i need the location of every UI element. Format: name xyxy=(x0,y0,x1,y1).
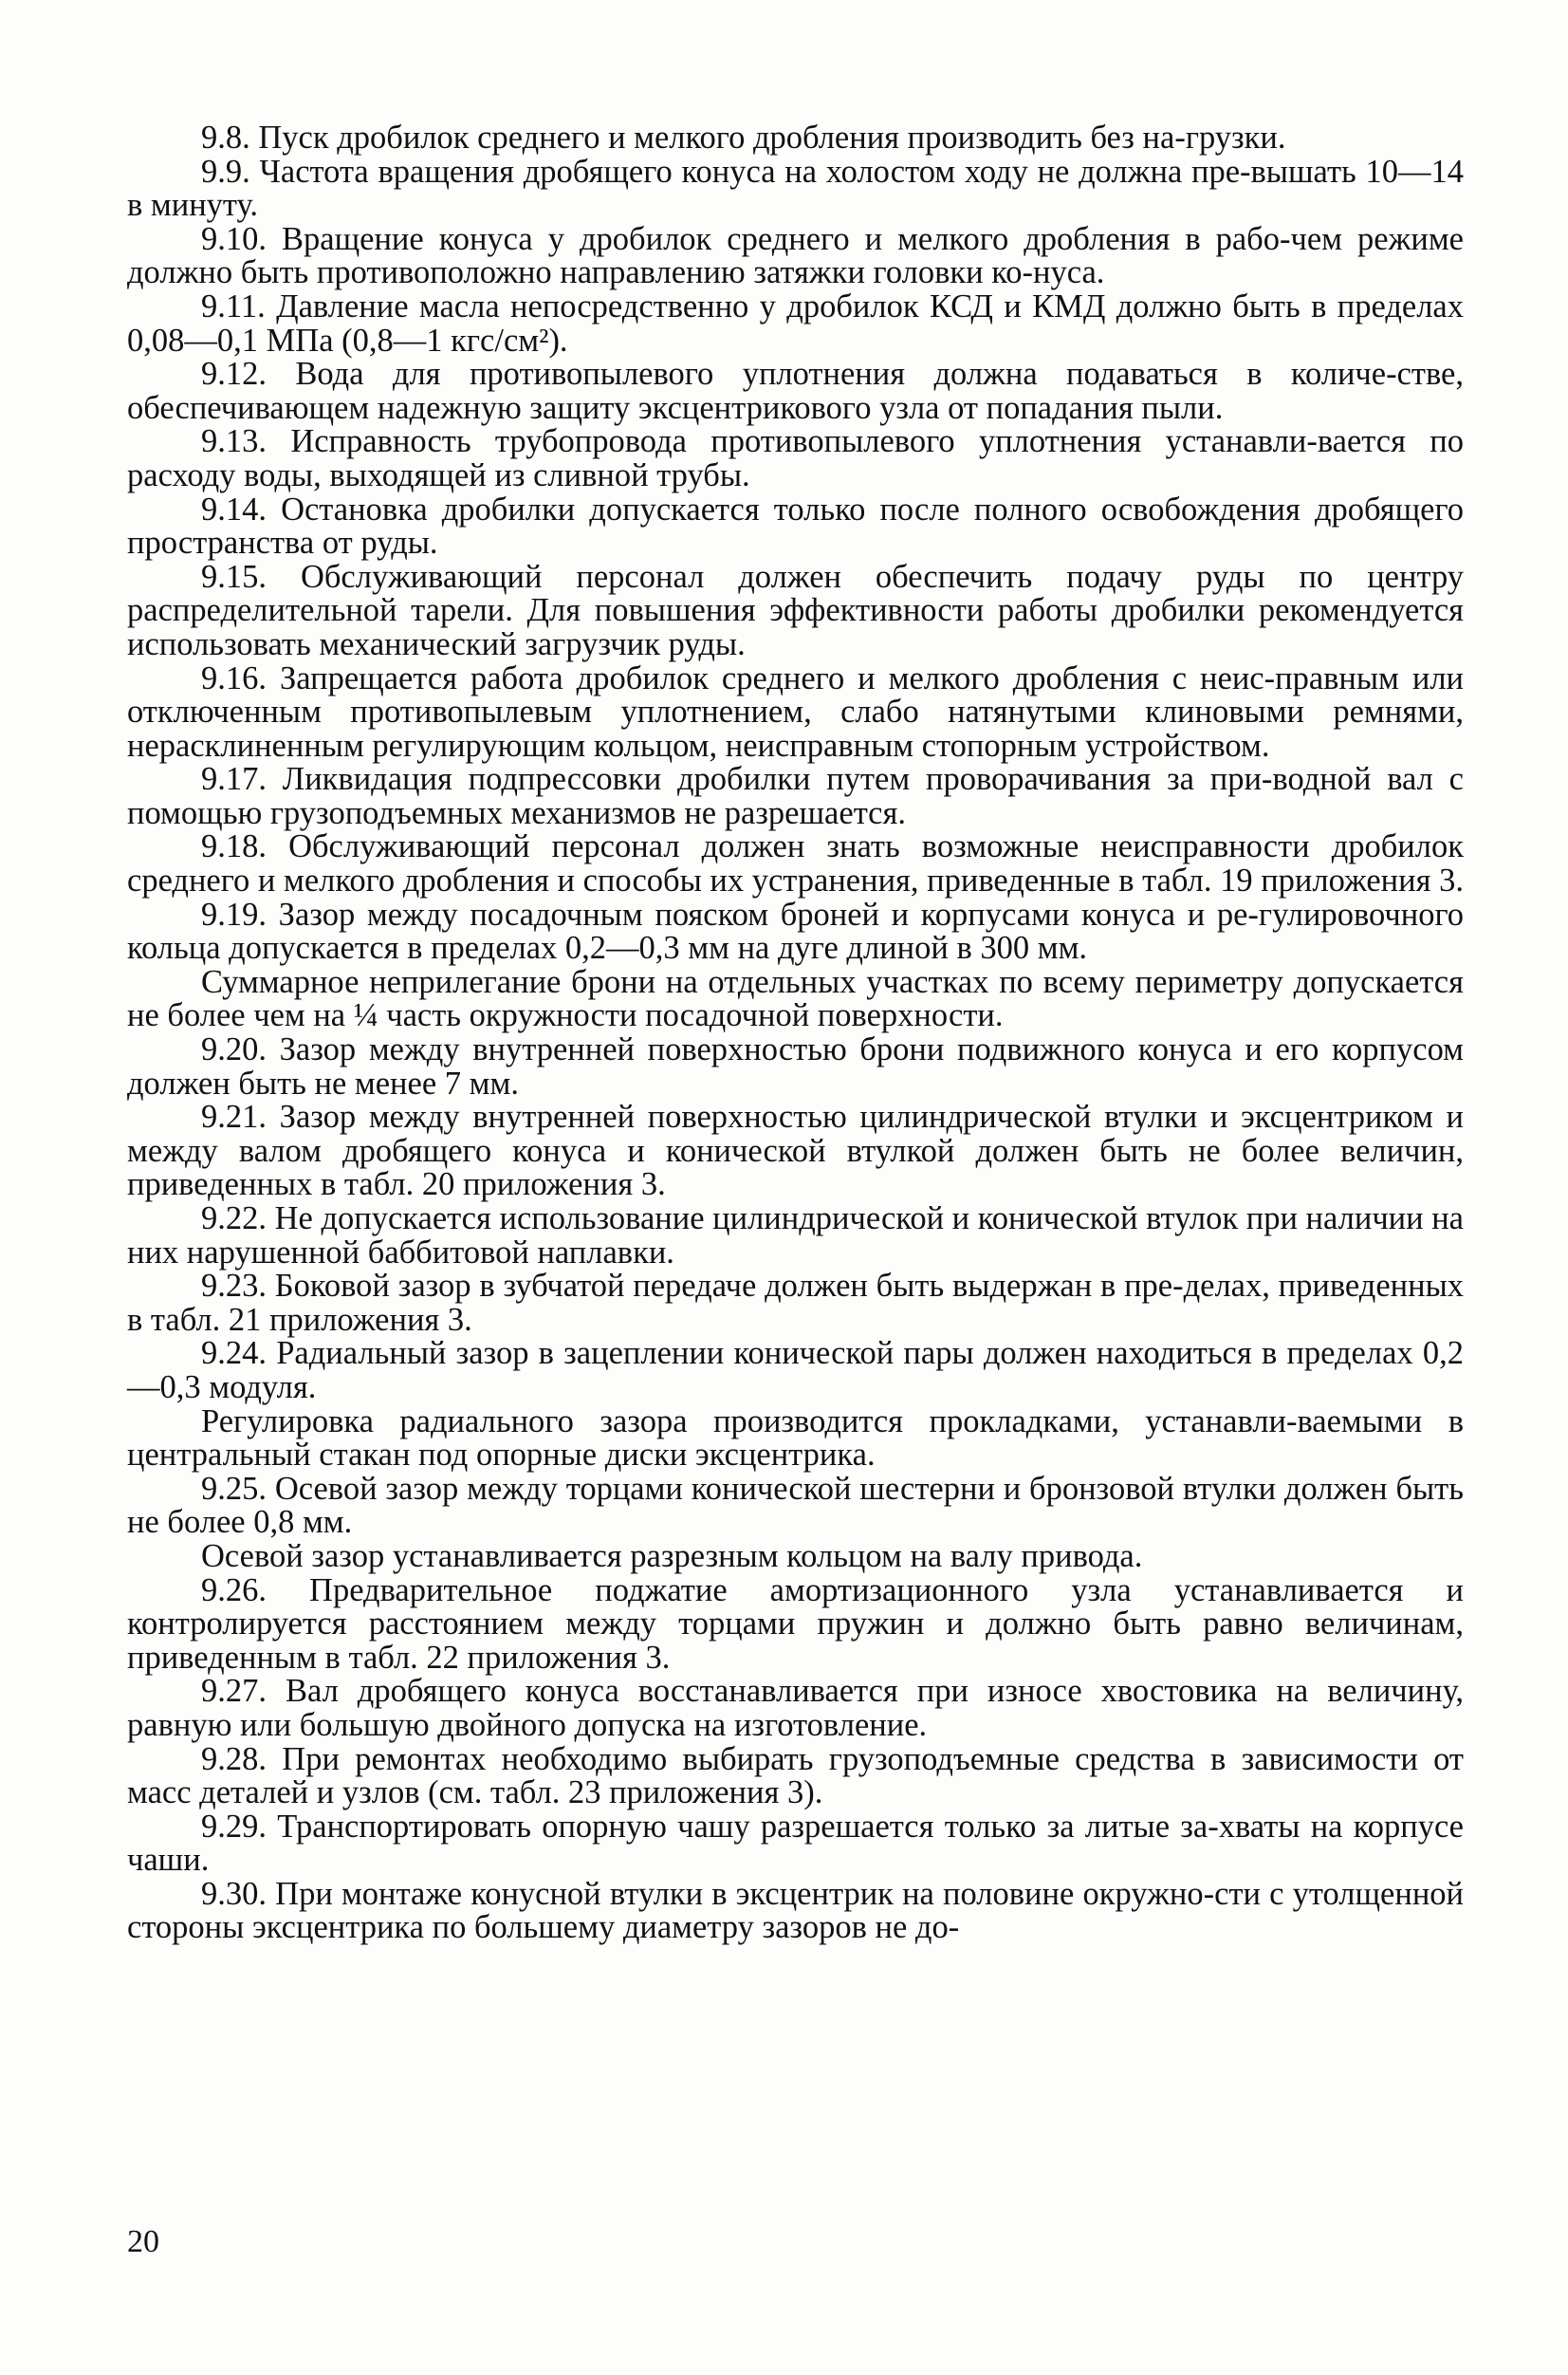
paragraph-9-23: 9.23. Боковой зазор в зубчатой передаче должен быть выдержан в пре-делах, приведенных в табл. 21 приложения 3. xyxy=(127,1268,1464,1338)
paragraph-9-25: 9.25. Осевой зазор между торцами конической шестерни и бронзовой втулки должен быть не более 0,8 мм. xyxy=(127,1470,1464,1541)
paragraph-9-27: 9.27. Вал дробящего конуса восстанавливается при износе хвостовика на величину, равную или большую двойного допуска на изготовление. xyxy=(127,1673,1464,1743)
paragraph-9-12: 9.12. Вода для противопылевого уплотнения должна подаваться в количе-стве, обеспечивающем надежную защиту эксцентрикового узла от попадания пыли. xyxy=(127,356,1464,426)
paragraph-9-16: 9.16. Запрещается работа дробилок среднего и мелкого дробления с неис-правным или отключенным противопылевым уплотнением, слабо натянутыми клиновыми ремнями, нерасклиненным регулирующим кольцом, неисправным стопорным устройством. xyxy=(127,659,1464,764)
body-text xyxy=(127,121,1464,1945)
paragraph-9-30: 9.30. При монтаже конусной втулки в эксцентрик на половине окружно-сти с утолщенной стороны эксцентрика по большему диаметру зазоров не до- xyxy=(127,1875,1464,1946)
paragraph-9-25-cont: Осевой зазор устанавливается разрезным кольцом на валу привода. xyxy=(201,1537,1143,1574)
paragraph-9-9: 9.9. Частота вращения дробящего конуса на холостом ходу не должна пре-вышать 10—14 в минуту. xyxy=(127,153,1464,224)
paragraph-9-13: 9.13. Исправность трубопровода противопылевого уплотнения устанавли-вается по расходу воды, выходящей из сливной трубы. xyxy=(127,423,1464,493)
page-number: 20 xyxy=(127,2224,159,2259)
paragraph-9-24-cont: Регулировка радиального зазора производится прокладками, устанавли-ваемыми в центральный стакан под опорные диски эксцентрика. xyxy=(127,1402,1464,1474)
paragraph-9-18: 9.18. Обслуживающий персонал должен знать возможные неисправности дробилок среднего и мелкого дробления и способы их устранения, приведенные в табл. 19 приложения 3. xyxy=(127,828,1464,900)
paragraph-9-28: 9.28. При ремонтах необходимо выбирать грузоподъемные средства в зависимости от масс деталей и узлов (см. табл. 23 приложения 3). xyxy=(127,1740,1464,1811)
paragraph-9-22: 9.22. Не допускается использование цилиндрической и конической втулок при наличии на них нарушенной баббитовой наплавки. xyxy=(127,1200,1464,1271)
paragraph-9-10: 9.10. Вращение конуса у дробилок среднего и мелкого дробления в рабо-чем режиме должно быть противоположно направлению затяжки головки ко-нуса. xyxy=(127,220,1464,291)
paragraph-9-19-cont: Суммарное неприлегание брони на отдельных участках по всему периметру допускается не более чем на ¼ часть окружности посадочной поверхности. xyxy=(127,963,1464,1034)
paragraph-9-21: 9.21. Зазор между внутренней поверхностью цилиндрической втулки и эксцентриком и между валом дробящего конуса и конической втулкой должен быть не более величин, приведенных в табл. 20 приложения 3. xyxy=(127,1099,1464,1203)
paragraph-9-26: 9.26. Предварительное поджатие амортизационного узла устанавливается и контролируется расстоянием между торцами пружин и должно быть равно величинам, приведенным в табл. 22 приложения 3. xyxy=(127,1571,1464,1676)
paragraph-9-20: 9.20. Зазор между внутренней поверхностью брони подвижного конуса и его корпусом должен быть не менее 7 мм. xyxy=(127,1031,1464,1102)
paragraph-9-29: 9.29. Транспортировать опорную чашу разрешается только за литые за-хваты на корпусе чаши. xyxy=(127,1808,1464,1879)
paragraph-9-17: 9.17. Ликвидация подпрессовки дробилки путем проворачивания за при-водной вал с помощью грузоподъемных механизмов не разрешается. xyxy=(127,761,1464,831)
paragraph-9-11: 9.11. Давление масла непосредственно у дробилок КСД и КМД должно быть в пределах 0,08—0,1 МПа (0,8—1 кгс/см²). xyxy=(127,288,1464,359)
paragraph-9-24: 9.24. Радиальный зазор в зацеплении конической пары должен находиться в пределах 0,2—0,3 модуля. xyxy=(127,1335,1464,1405)
paragraph-9-8: 9.8. Пуск дробилок среднего и мелкого дробления производить без на-грузки. xyxy=(201,120,1286,156)
paragraph-9-19: 9.19. Зазор между посадочным пояском броней и корпусами конуса и ре-гулировочного кольца допускается в пределах 0,2—0,3 мм на дуге длиной в 300 мм. xyxy=(127,896,1464,967)
paragraph-9-14: 9.14. Остановка дробилки допускается только после полного освобождения дробящего пространства от руды. xyxy=(127,491,1464,562)
paragraph-9-15: 9.15. Обслуживающий персонал должен обеспечить подачу руды по центру распределительной тарели. Для повышения эффективности работы дробилки рекомендуется использовать механический загрузчик руды. xyxy=(127,558,1464,662)
